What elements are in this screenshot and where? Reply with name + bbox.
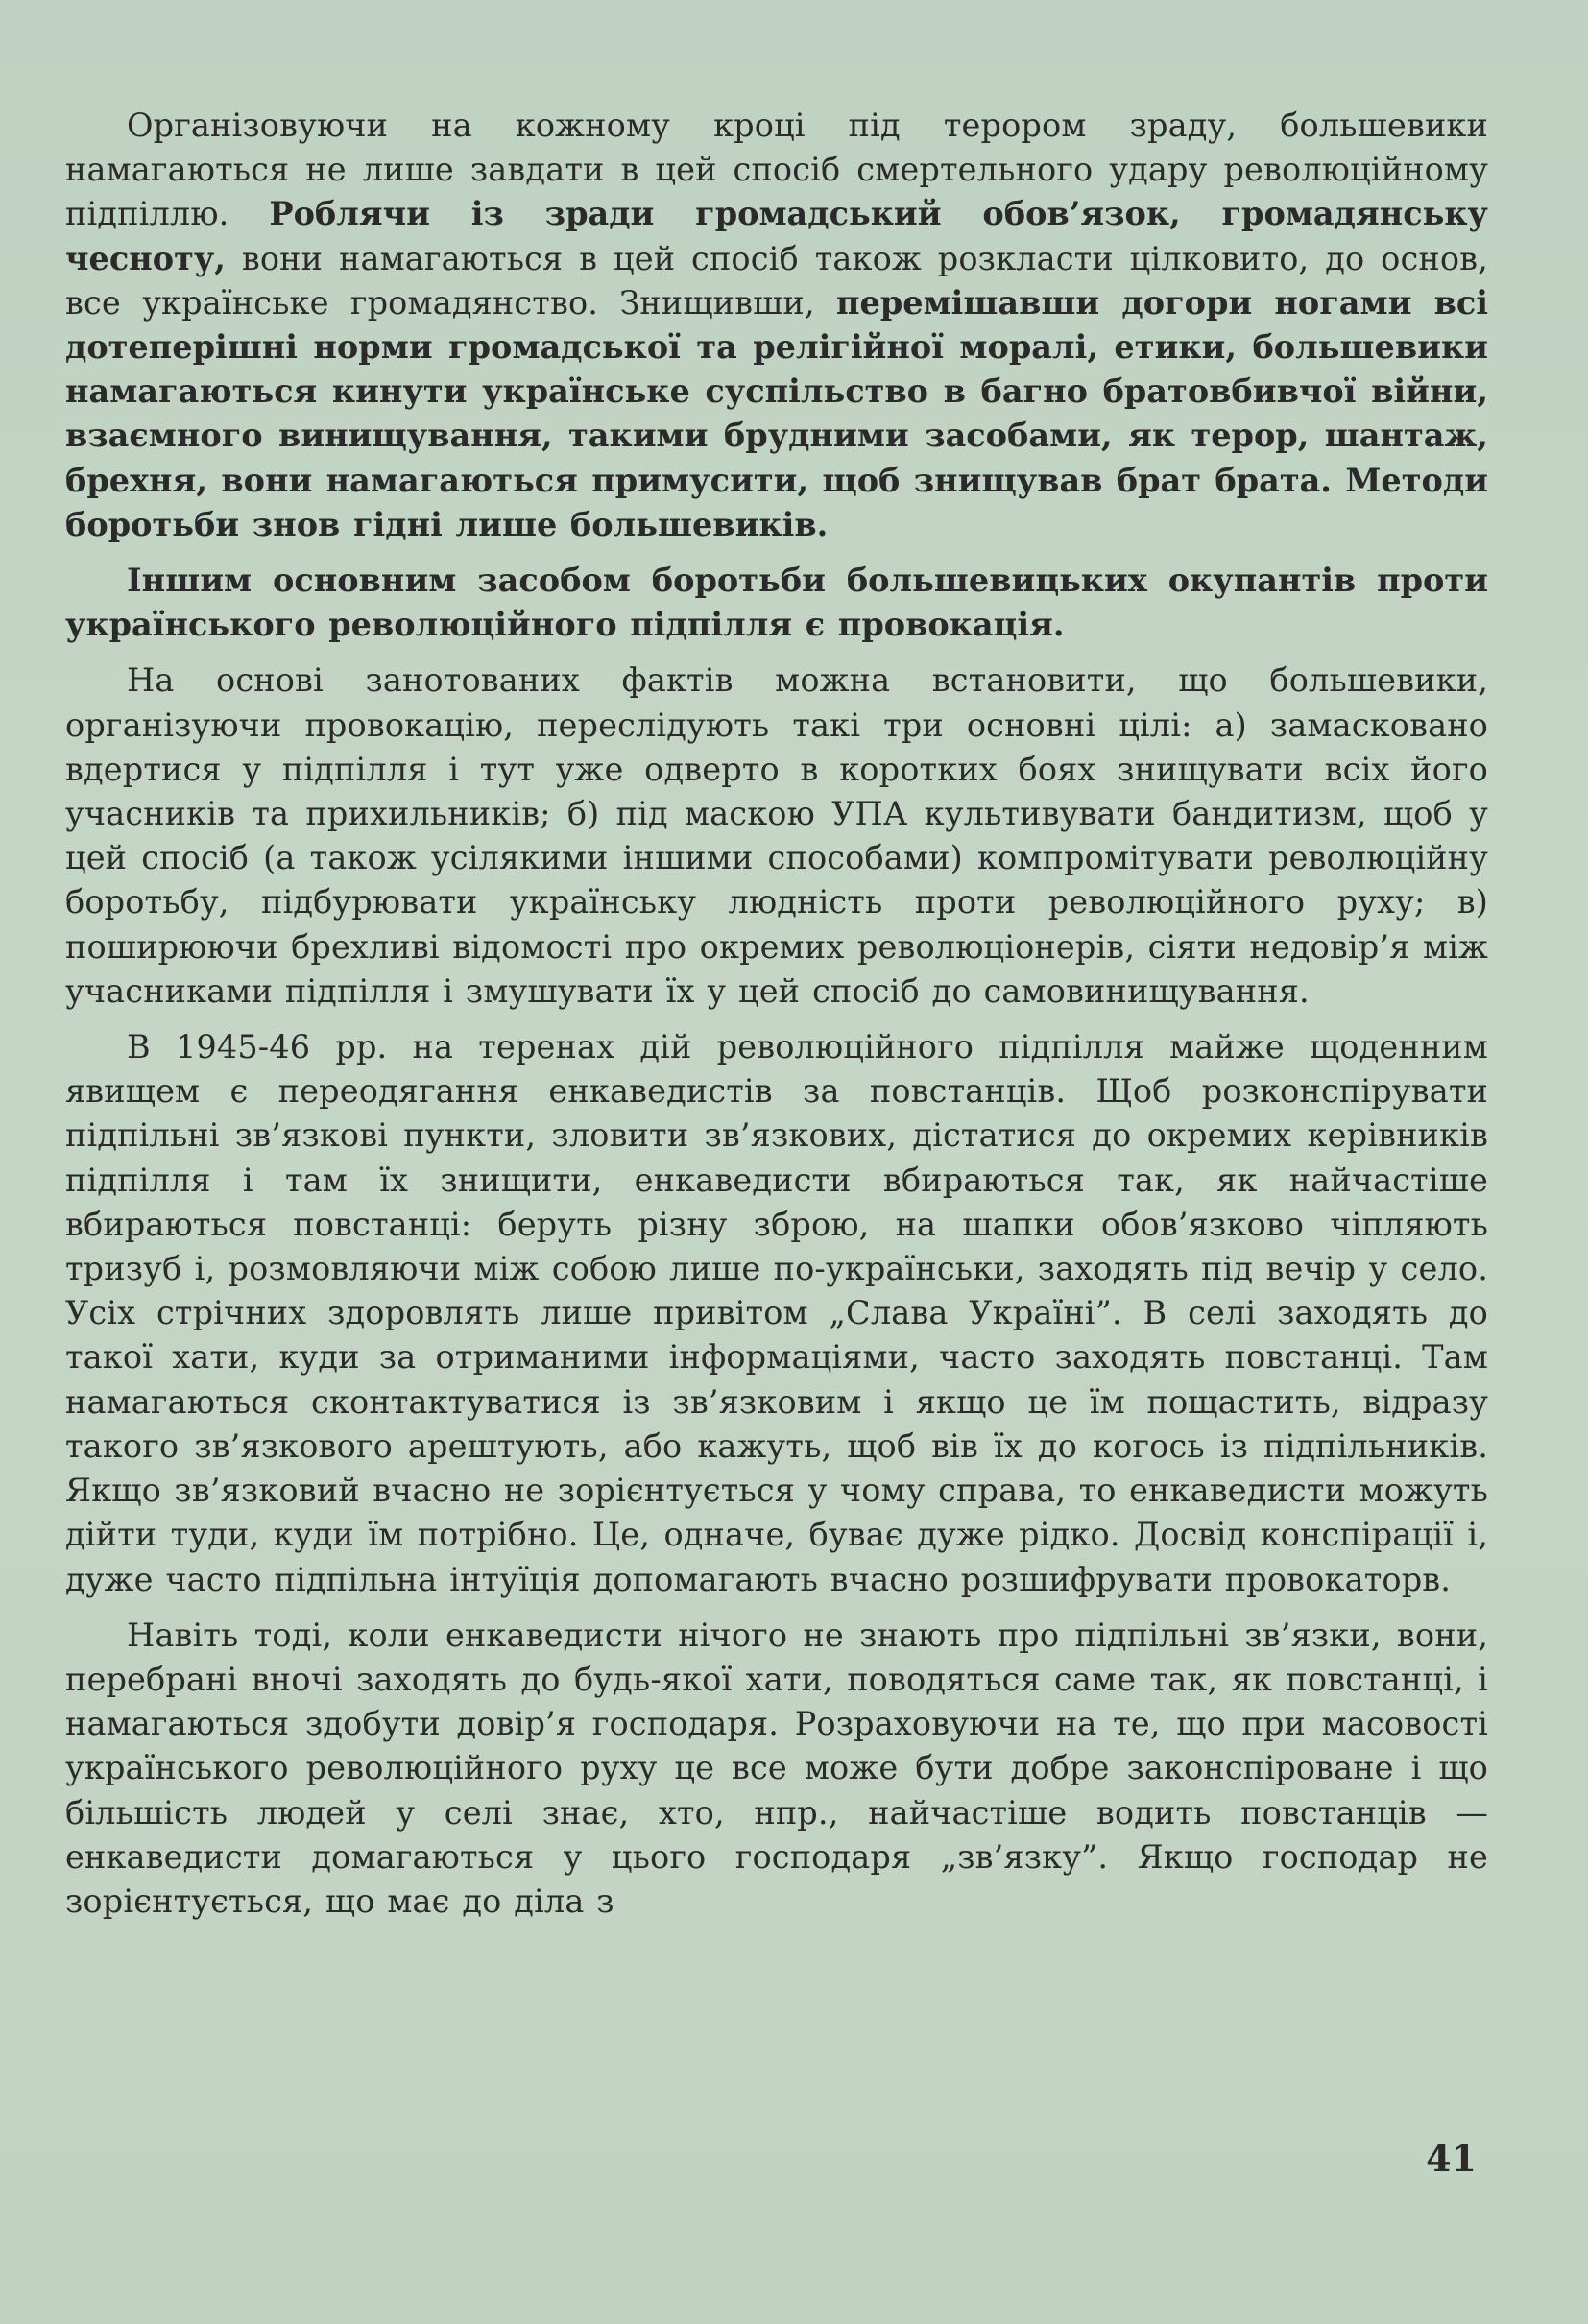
paragraph-1-run-2: Роблячи із зради громадський обов’язок, громадянську чесноту, [65, 195, 1488, 277]
paragraph-2-run-1: Іншим основним засобом боротьби большевицьких окупантів проти українського революційного підпілля є провокація. [65, 562, 1488, 644]
paragraph-4-run-1: В 1945-46 рр. на теренах дій революційного підпілля майже щоденним явищем є переодягання енкаведистів за повстанців. Щоб розконспірувати підпільні зв’язкові пункти, зловити зв’язкових, дістатися до окремих керівників підпілля і там їх знищити, енкаведисти вбираються так, як найчастіше вбираються повстанці: беруть різну зброю, на шапки обов’язково чіпляють тризуб і, розмовляючи між собою лише по-українськи, заходять під вечір у село. Усіх стрічних здоровлять лише привітом „Слава Україні”. В селі заходять до такої хати, куди за отриманими інформаціями, часто заходять повстанці. Там намагаються сконтактуватися із зв’язковим і якщо це їм пощастить, відразу такого зв’язкового арештують, або кажуть, щоб вів їх до когось із підпільників. Якщо зв’язковий вчасно не зорієнтується у чому справа, то енкаведисти можуть дійти туди, куди їм потрібно. Це, одначе, буває дуже рідко. Досвід конспірації і, дуже часто підпільна інтуїція допомагають вчасно розшифрувати провокаторв. [65, 1028, 1488, 1598]
paragraph-1-run-1: Організовуючи на кожному кроці під терором зраду, большевики намагаються не лише завдати в цей спосіб смертельного удару революційному підпіллю. [65, 107, 1488, 233]
paragraph-1-run-3: вони намагаються в цей спосіб також розкласти цілковито, до основ, все українське громадянство. Знищивши, [65, 239, 1488, 322]
paragraph-1 [65, 104, 1488, 547]
body-text [65, 104, 1488, 1924]
paragraph-5-run-1: Навіть тоді, коли енкаведисти нічого не знають про підпільні зв’язки, вони, перебрані вночі заходять до будь-якої хати, поводяться саме так, як повстанці, і намагаються здобути довір’я господаря. Розраховуючи на те, що при масовості українського революційного руху це все може бути добре законспіроване і що більшість людей у селі знає, хто, нпр., найчастіше водить повстанців — енкаведисти домагаються у цього господаря „зв’язку”. Якщо господар не зорієнтується, що має до діла з [65, 1616, 1488, 1920]
paragraph-3-run-1: На основі занотованих фактів можна встановити, що большевики, організуючи провокацію, переслідують такі три основні цілі: а) замасковано вдертися у підпілля і тут уже одверто в коротких боях знищувати всіх його учасників та прихильників; б) під маскою УПА культивувати бандитизм, щоб у цей спосіб (а також усілякими іншими способами) компромітувати революційну боротьбу, підбурювати українську людність проти революційного руху; в) поширюючи брехливі відомості про окремих революціонерів, сіяти недовір’я між учасниками підпілля і змушувати їх у цей спосіб до самовинищування. [65, 661, 1488, 1010]
page-number: 41 [1426, 2137, 1477, 2180]
paragraph-5 [65, 1614, 1488, 1924]
paragraph-1-run-4: перемішавши догори ногами всі дотеперішні норми громадської та релігійної моралі, етики, большевики намагаються кинути українське суспільство в багно братовбивчої війни, взаємного винищування, такими брудними засобами, як терор, шантаж, брехня, вони намагаються примусити, щоб знищував брат брата. Методи боротьби знов гідні лише большевиків. [65, 283, 1489, 543]
paragraph-3 [65, 659, 1488, 1014]
paragraph-2 [65, 559, 1488, 647]
paragraph-4 [65, 1025, 1488, 1602]
